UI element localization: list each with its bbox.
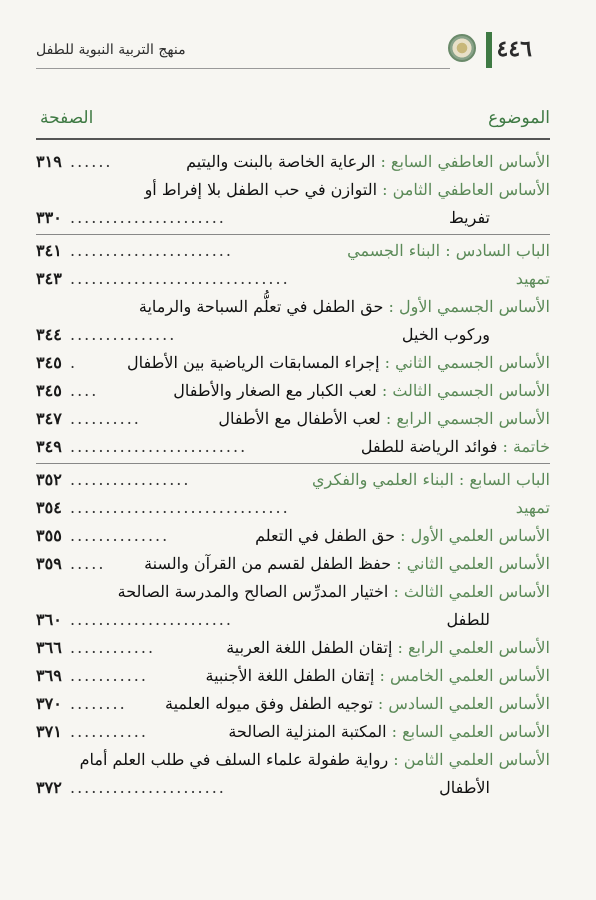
toc-entry-title: فوائد الرياضة للطفل — [360, 437, 498, 456]
toc-leader-dots: . — [70, 353, 78, 372]
toc-leader-dots: ...................... — [70, 778, 226, 797]
toc-entry[interactable] — [36, 690, 550, 718]
toc-leader-dots: .............. — [70, 526, 170, 545]
toc-leader-dots: ..... — [70, 554, 106, 573]
toc-entry-prefix: تمهيد — [515, 269, 550, 288]
section-divider — [36, 234, 550, 235]
toc-page-number: ٣٧١ — [36, 722, 62, 741]
toc-page-number: ٣٤٥ — [36, 353, 62, 372]
toc-entry-label — [145, 176, 550, 204]
toc-entry[interactable] — [36, 662, 550, 690]
toc-entry-prefix: الأساس الجسمي الثاني : — [384, 353, 550, 372]
toc-entry-prefix: الأساس الجسمي الأول : — [388, 297, 550, 316]
toc-entry-prefix: الأساس العلمي الأول : — [400, 526, 550, 545]
toc-page-number: ٣٥٩ — [36, 554, 62, 573]
toc-leader-dots: ......................... — [70, 437, 248, 456]
header-divider — [36, 68, 450, 69]
toc-entry-label — [80, 746, 550, 774]
toc-entry-label — [402, 321, 550, 349]
toc-entry[interactable] — [36, 377, 550, 405]
toc-leader-dots: ........... — [70, 722, 148, 741]
toc-entry-label — [127, 349, 550, 377]
toc-page-number: ٣٤١ — [36, 241, 62, 260]
toc-entry[interactable] — [36, 774, 550, 802]
toc-column-headers — [36, 104, 550, 134]
toc-entry[interactable] — [36, 634, 550, 662]
toc-entry-label — [228, 718, 550, 746]
toc-entry-title: المكتبة المنزلية الصالحة — [228, 722, 387, 741]
toc-page-number: ٣٦٦ — [36, 638, 62, 657]
toc-entry-label — [347, 237, 550, 265]
toc-entry[interactable] — [36, 522, 550, 550]
toc-entry-title: تفريط — [448, 208, 490, 227]
toc-page-number: ٣٦٠ — [36, 610, 62, 629]
toc-entry-prefix: الأساس العلمي السابع : — [391, 722, 550, 741]
toc-entry-title: البناء الجسمي — [347, 241, 441, 260]
toc-leader-dots: ........... — [70, 666, 148, 685]
toc-entry-title: حفظ الطفل لقسم من القرآن والسنة — [144, 554, 392, 573]
toc-entry-title: وركوب الخيل — [401, 325, 490, 344]
toc-entry-title: الأطفال — [439, 778, 490, 797]
table-of-contents — [36, 148, 550, 802]
toc-page-number: ٣٤٥ — [36, 381, 62, 400]
toc-entry-label — [139, 293, 550, 321]
toc-entry-prefix: الأساس العلمي السادس : — [377, 694, 550, 713]
toc-leader-dots: ............................... — [70, 269, 290, 288]
toc-leader-dots: .......... — [70, 409, 141, 428]
toc-entry-label — [218, 405, 550, 433]
toc-entry[interactable] — [36, 321, 550, 349]
toc-entry[interactable] — [36, 293, 550, 321]
toc-page-number: ٣٥٢ — [36, 470, 62, 489]
toc-entry-label — [144, 550, 550, 578]
toc-entry-title: إتقان الطفل اللغة العربية — [226, 638, 393, 657]
toc-entry[interactable] — [36, 578, 550, 606]
toc-entry[interactable] — [36, 466, 550, 494]
toc-entry-label — [439, 774, 550, 802]
toc-entry-title: رواية طفولة علماء السلف في طلب العلم أمام — [79, 750, 389, 769]
toc-page-number: ٣٣٠ — [36, 208, 62, 227]
toc-entry[interactable] — [36, 237, 550, 265]
toc-page-number: ٣٦٩ — [36, 666, 62, 685]
emblem-icon — [448, 34, 476, 62]
toc-entry-prefix: تمهيد — [515, 498, 550, 517]
toc-entry[interactable] — [36, 204, 550, 232]
toc-entry[interactable] — [36, 718, 550, 746]
toc-entry-label — [226, 634, 550, 662]
toc-entry-label — [165, 690, 550, 718]
toc-entry-title: التوازن في حب الطفل بلا إفراط أو — [144, 180, 378, 199]
toc-entry-prefix: خاتمة : — [502, 437, 550, 456]
toc-page-number: ٣٤٤ — [36, 325, 62, 344]
toc-entry-title: اختيار المدرِّس الصالح والمدرسة الصالحة — [117, 582, 389, 601]
toc-entry-label — [516, 494, 550, 522]
toc-entry[interactable] — [36, 405, 550, 433]
toc-leader-dots: ...................... — [70, 208, 226, 227]
toc-entry-label — [118, 578, 550, 606]
section-divider — [36, 463, 550, 464]
toc-entry-label — [446, 606, 550, 634]
toc-entry-prefix: الأساس العلمي الثالث : — [393, 582, 550, 601]
toc-entry-title: للطفل — [446, 610, 490, 629]
toc-entry-label — [173, 377, 550, 405]
toc-entry[interactable] — [36, 265, 550, 293]
toc-entry[interactable] — [36, 746, 550, 774]
header-green-bar — [486, 32, 492, 68]
book-title: منهج التربية النبوية للطفل — [36, 42, 186, 58]
page-header — [0, 28, 596, 72]
toc-entry-title: حق الطفل في تعلُّم السباحة والرماية — [138, 297, 384, 316]
toc-entry-label — [449, 204, 550, 232]
toc-page-number: ٣١٩ — [36, 152, 62, 171]
toc-entry[interactable] — [36, 148, 550, 176]
toc-entry-label — [255, 522, 550, 550]
page-number: ٤٤٦ — [496, 36, 532, 62]
toc-entry[interactable] — [36, 606, 550, 634]
toc-leader-dots: ............ — [70, 638, 156, 657]
toc-entry[interactable] — [36, 494, 550, 522]
toc-entry-title: الرعاية الخاصة بالبنت واليتيم — [186, 152, 376, 171]
toc-leader-dots: ....................... — [70, 241, 233, 260]
toc-entry-prefix: الأساس العاطفي الثامن : — [382, 180, 550, 199]
toc-entry[interactable] — [36, 349, 550, 377]
toc-page-number: ٣٤٩ — [36, 437, 62, 456]
toc-entry-prefix: الأساس العلمي الثاني : — [396, 554, 550, 573]
toc-entry-label — [186, 148, 550, 176]
toc-entry-prefix: الأساس العلمي الثامن : — [393, 750, 550, 769]
toc-entry-prefix: الأساس العلمي الخامس : — [379, 666, 550, 685]
toc-entry-label — [361, 433, 550, 461]
toc-entry-title: إجراء المسابقات الرياضية بين الأطفال — [127, 353, 380, 372]
toc-leader-dots: ............... — [70, 325, 177, 344]
toc-entry[interactable] — [36, 176, 550, 204]
header-underline — [36, 138, 550, 140]
toc-entry-title: لعب الكبار مع الصغار والأطفال — [173, 381, 377, 400]
toc-entry-title: لعب الأطفال مع الأطفال — [218, 409, 381, 428]
toc-page-number: ٣٤٧ — [36, 409, 62, 428]
toc-entry-label — [312, 466, 550, 494]
toc-entry-prefix: الباب السابع : — [458, 470, 550, 489]
toc-page-number: ٣٧٠ — [36, 694, 62, 713]
toc-entry[interactable] — [36, 433, 550, 461]
toc-page-number: ٣٥٥ — [36, 526, 62, 545]
toc-page-number: ٣٥٤ — [36, 498, 62, 517]
toc-entry-prefix: الباب السادس : — [445, 241, 550, 260]
toc-leader-dots: ................. — [70, 470, 191, 489]
toc-entry-prefix: الأساس الجسمي الرابع : — [385, 409, 550, 428]
toc-page-number: ٣٤٣ — [36, 269, 62, 288]
toc-entry-title: حق الطفل في التعلم — [255, 526, 396, 545]
toc-leader-dots: ........ — [70, 694, 127, 713]
toc-entry-label — [205, 662, 550, 690]
toc-leader-dots: ....................... — [70, 610, 233, 629]
toc-entry-label — [516, 265, 550, 293]
toc-page-number: ٣٧٢ — [36, 778, 62, 797]
toc-entry-prefix: الأساس العلمي الرابع : — [397, 638, 550, 657]
toc-entry-prefix: الأساس الجسمي الثالث : — [381, 381, 550, 400]
toc-leader-dots: .... — [70, 381, 99, 400]
toc-entry-title: توجيه الطفل وفق ميوله العلمية — [164, 694, 373, 713]
toc-leader-dots: ...... — [70, 152, 113, 171]
toc-leader-dots: ............................... — [70, 498, 290, 517]
page-column-header: الصفحة — [40, 108, 94, 128]
toc-entry[interactable] — [36, 550, 550, 578]
toc-entry-prefix: الأساس العاطفي السابع : — [380, 152, 550, 171]
toc-entry-title: إتقان الطفل اللغة الأجنبية — [205, 666, 375, 685]
toc-entry-title: البناء العلمي والفكري — [312, 470, 454, 489]
topic-column-header: الموضوع — [488, 108, 550, 128]
